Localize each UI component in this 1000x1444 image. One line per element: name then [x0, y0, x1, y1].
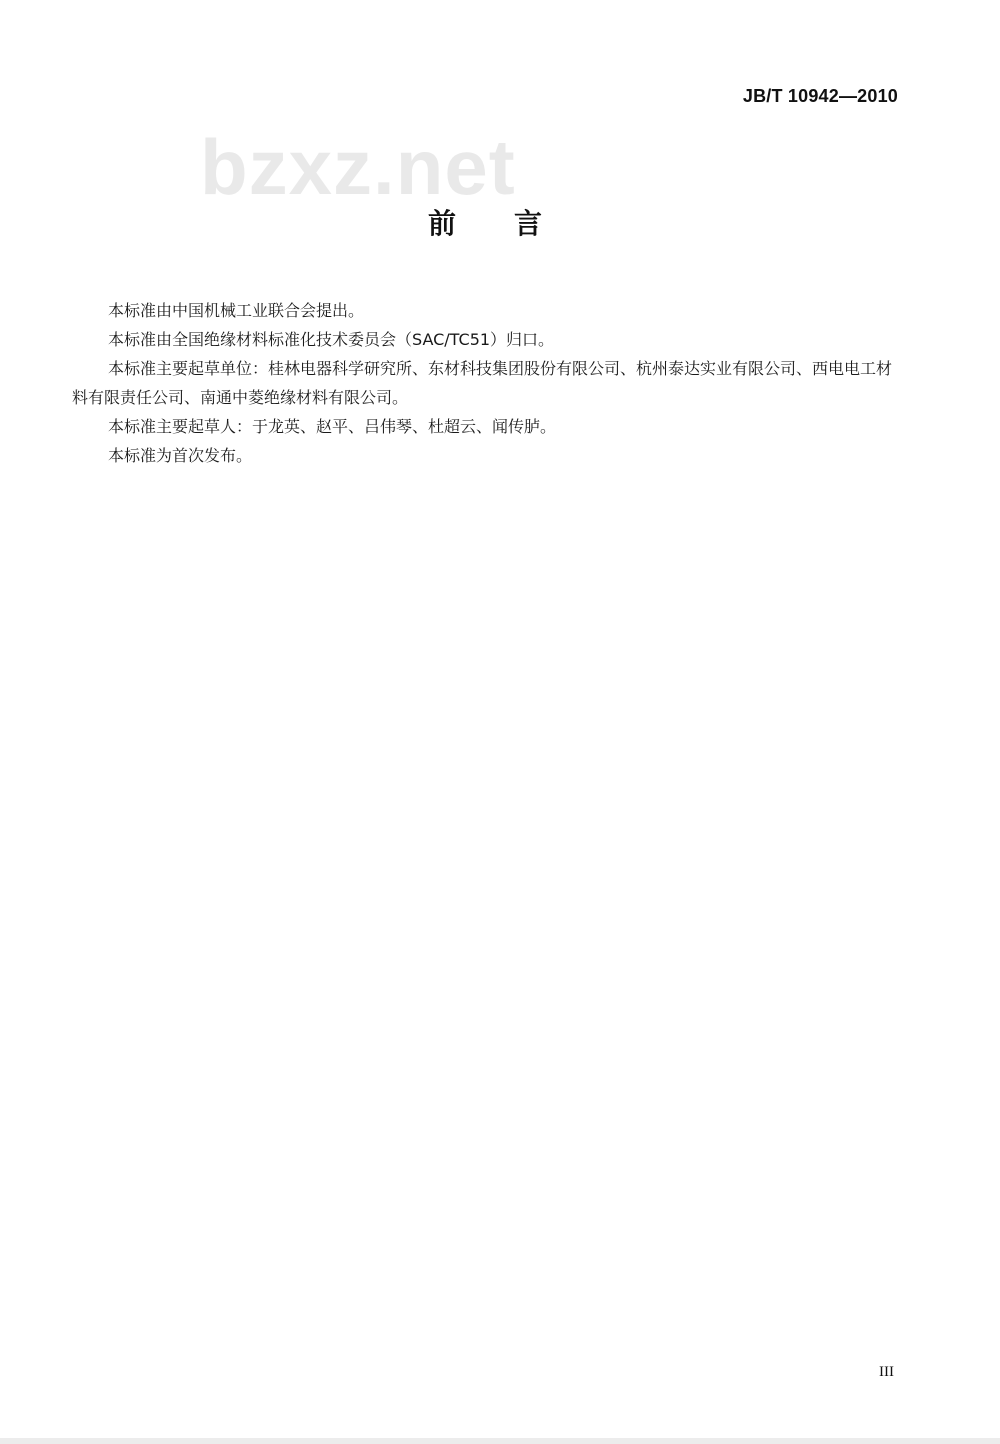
- paragraph-committee: 本标准由全国绝缘材料标准化技术委员会（SAC/TC51）归口。: [108, 330, 555, 349]
- paragraph-drafters: 本标准主要起草人：于龙英、赵平、吕伟琴、杜超云、闻传胪。: [108, 417, 557, 436]
- foreword-body: [72, 296, 902, 470]
- paragraph-proposer: 本标准由中国机械工业联合会提出。: [108, 301, 365, 320]
- watermark: bzxz.net: [200, 123, 516, 211]
- paragraph-first-release: 本标准为首次发布。: [108, 446, 253, 465]
- standard-number: JB/T 10942—2010: [742, 86, 898, 106]
- page-number: III: [879, 1364, 894, 1380]
- paragraph-drafting-units: 本标准主要起草单位：桂林电器科学研究所、东材科技集团股份有限公司、杭州泰达实业有限公司、西电电工材料有限责任公司、南通中菱绝缘材料有限公司。: [72, 359, 893, 407]
- page-title: 前言: [427, 207, 600, 240]
- page-bottom-edge: [0, 1438, 1000, 1444]
